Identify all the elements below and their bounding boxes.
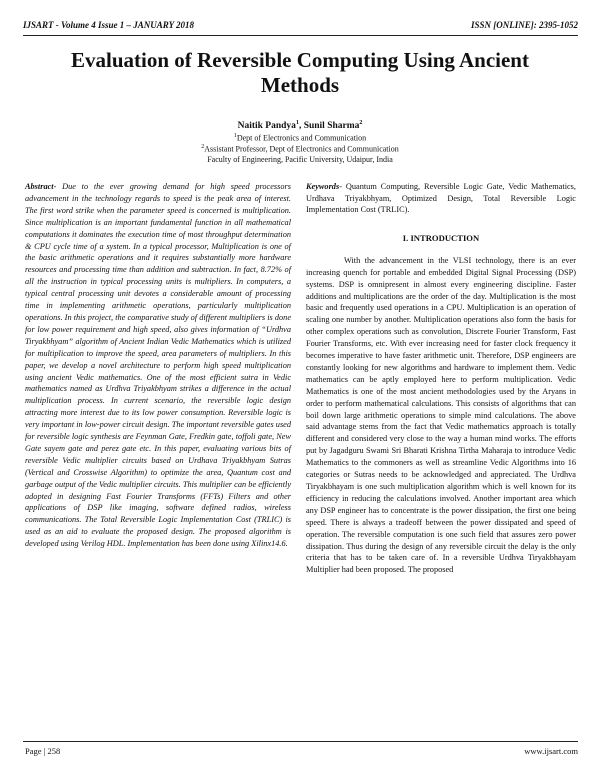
title-line-1: Evaluation of Reversible Computing Using Ancient xyxy=(71,48,529,72)
issn-label: ISSN [ONLINE]: 2395-1052 xyxy=(470,20,578,30)
title-line-2: Methods xyxy=(260,73,340,97)
abstract xyxy=(25,181,291,550)
affiliation-2-text: Assistant Professor, Dept of Electronics and Communication xyxy=(204,144,399,154)
keywords xyxy=(306,181,576,216)
running-header xyxy=(23,20,578,33)
website-url: www.ijsart.com xyxy=(524,746,578,756)
left-column xyxy=(25,181,291,550)
keywords-label: Keywords xyxy=(306,182,340,191)
author-2: Sunil Sharma xyxy=(303,121,360,132)
journal-issue-label: IJSART - Volume 4 Issue 1 – JANUARY 2018 xyxy=(23,20,195,30)
page-footer xyxy=(25,746,578,758)
author-1-affil-mark: 1 xyxy=(295,120,299,126)
page-number: Page | 258 xyxy=(25,746,61,756)
right-column xyxy=(306,181,576,576)
author-1: Naitik Pandya xyxy=(237,121,296,132)
author-list xyxy=(0,120,600,131)
header-rule xyxy=(23,35,578,36)
affiliation-3-text: Faculty of Engineering, Pacific University, Udaipur, India xyxy=(207,155,393,164)
affiliation-3 xyxy=(0,155,600,164)
keywords-body: - Quantum Computing, Reversible Logic Gate, Vedic Mathematics, Urdhava Triyakbhyam, Optimized Design, Total Reversible Logic Implementation Cost (TRLIC). xyxy=(306,182,576,215)
abstract-label: Abstract xyxy=(25,182,54,191)
affiliation-2-mark: 2 xyxy=(201,144,205,150)
affiliation-1 xyxy=(0,133,600,143)
introduction-body: With the advancement in the VLSI technology, there is an ever increasing quench for portable and embedded Digital Signal Processing (DSP) systems. DSP is omnipresent in almost every engineering discipline. Faster additions and multiplications are the order of the day. Multiplication is the most basic and frequently used operations in a CPU. Multiplication is an operation of scaling one number by another. Multiplication operations also form the basis for other complex operations such as convolution, Discrete Fourier Transform, Fast Fourier Transforms, etc. With ever increasing need for faster clock frequency it becomes imperative to have faster arithmetic unit. Therefore, DSP engineers are constantly looking for new algorithms and hardware to implement them. Vedic mathematics can be aptly employed here to perform multiplication. Vedic Mathematics is one of the most ancient methodologies used by the Aryans in order to perform mathematical calculations. This consists of algorithms that can boil down large arithmetic operations to simple mind calculations. The above said advantage stems from the fact that Vedic mathematics approach is totally different and considered very close to the way a human mind works. The efforts put by Jagadguru Swami Sri Bharati Krishna Tirtha Maharaja to introduce Vedic Mathematics to the commoners as well as streamline Vedic Algorithms into 16 categories or Sutras needs to be acknowledged and appreciated. The Urdhva Tiryakbhayam is one such multiplication algorithm which is well known for its efficiency in reducing the calculations involved. Another important area which any DSP engineer has to concentrate is the power dissipation, the first one being speed. There is always a tradeoff between the power dissipated and speed of operation. The reversible computation is one such field that assures zero power dissipation. Thus during the design of any reversible circuit the delay is the only criteria that has to be taken care of. In a reversible Urdhva Tiryakbhayam Multiplier had been proposed. The proposed xyxy=(306,255,576,575)
footer-rule xyxy=(23,741,578,742)
author-separator: , xyxy=(298,121,304,132)
affiliation-2 xyxy=(0,144,600,154)
section-heading-introduction: I. INTRODUCTION xyxy=(402,232,480,243)
affiliation-1-mark: 1 xyxy=(233,133,237,139)
author-2-affil-mark: 2 xyxy=(359,120,363,126)
abstract-body: - Due to the ever growing demand for high speed processors advancement in the technology regards to speed is the peak area of interest. The first word strike when the parameter speed is concerned is multiplication. Since multiplication is an important fundamental function in all mathematical computations it dominates the execution time of most throughput determination & CPU cycle time of a system. In a typical processor, Multiplication is one of the basic arithmetic operations and it requires substantially more hardware resources and processing time than addition and subtraction. In fact, 8.72% of all the instruction in typical processing units is multipliers. In computers, a typical central processing unit devotes a considerable amount of processing time in implementing arithmetic operations, particularly multiplication operations. In this project, the comparative study of different multipliers is done for low power requirement and high speed, also gives information of “Urdhva Tiryakbhyam” algorithm of Ancient Indian Vedic Mathematics which is utilized for multiplication to improve the speed, area parameters of multipliers. In this paper, we develop a novel architecture to perform high speed multiplication using ancient Vedic mathematics. One of the most efficient sutra in Vedic mathematics named as Urdhva Triyakbhyam strikes a difference in the actual multiplication process. In current scenario, the reversible logic design attracting more interest due to its low power consumption. Reversible logic is very important in low-power circuit design. The important reversible gates used for reversible logic synthesis are Feynman Gate, Fredkin gate, toffoli gate, New Gate sayem gate and perez gate etc. In this paper, evaluating various bits of reversible Vedic multiplier circuits based on Urdhava Triyakbhyam Sutras (Vertical and Crosswise Algorithm) to optimize the area, Quantum cost and garbage output of the Vedic multiplier circuits. This multiplier can be efficiently adopted in designing Fast Fourier Transforms (FFTs) Filters and other applications of DSP like imaging, software defined radios, wireless communications. The Total Reversible Logic Implementation Cost (TRLIC) is used as an aid to evaluate the proposed design. The proposed algorithm is developed using Verilog HDL. Implementation has been done using Xilinx14.6. xyxy=(25,182,291,549)
affiliation-1-text: Dept of Electronics and Communication xyxy=(236,133,367,143)
paper-title xyxy=(40,48,560,98)
